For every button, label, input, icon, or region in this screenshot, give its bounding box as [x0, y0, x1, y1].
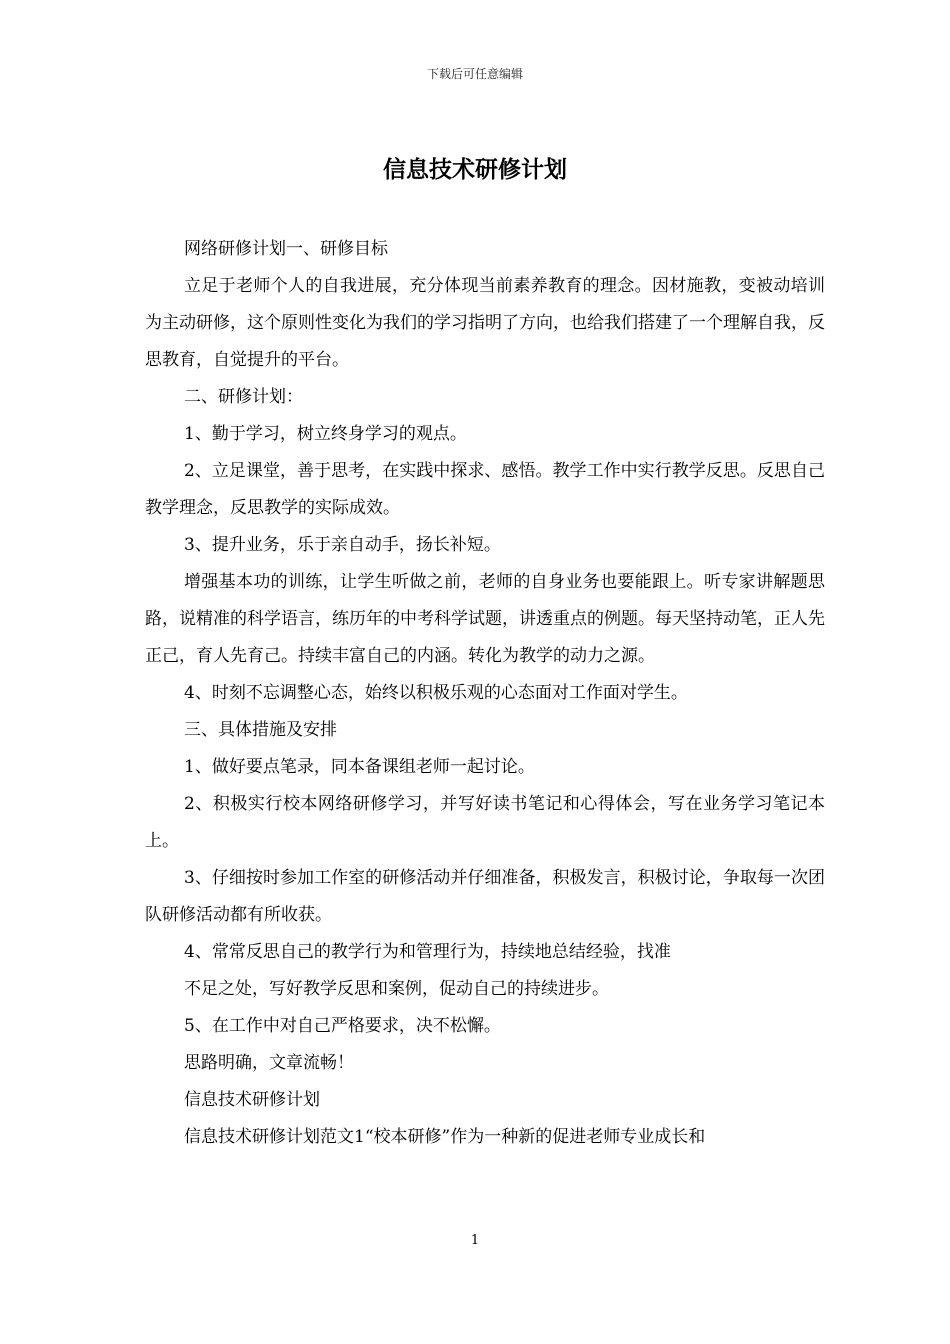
- document-title: 信息技术研修计划: [383, 157, 567, 183]
- paragraph: 增强基本功的训练，让学生听做之前，老师的自身业务也要能跟上。听专家讲解题思路，说精准的科学语言，练历年的中考科学试题，讲透重点的例题。每天坚持动笔，正人先正己，育人先育己。持续丰富自己的内涵。转化为教学的动力之源。: [145, 572, 825, 666]
- paragraph: 1、勤于学习，树立终身学习的观点。: [184, 424, 467, 444]
- paragraph: 二、研修计划：: [184, 387, 303, 407]
- paragraph: 3、提升业务，乐于亲自动手，扬长补短。: [184, 535, 501, 555]
- paragraph: 4、时刻不忘调整心态，始终以积极乐观的心态面对工作面对学生。: [184, 683, 688, 703]
- document-body: [145, 231, 825, 1156]
- paragraph: 立足于老师个人的自我进展，充分体现当前素养教育的理念。因材施教，变被动培训为主动研修，这个原则性变化为我们的学习指明了方向，也给我们搭建了一个理解自我，反思教育，自觉提升的平台。: [145, 276, 825, 370]
- paragraph: 2、立足课堂，善于思考，在实践中探求、感悟。教学工作中实行教学反思。反思自己教学理念，反思教学的实际成效。: [145, 461, 825, 518]
- paragraph: 网络研修计划一、研修目标: [184, 239, 388, 259]
- paragraph: 信息技术研修计划范文1“校本研修”作为一种新的促进老师专业成长和: [184, 1127, 706, 1147]
- paragraph: 2、积极实行校本网络研修学习，并写好读书笔记和心得体会，写在业务学习笔记本上。: [145, 794, 825, 851]
- page-header: 下载后可任意编辑: [426, 67, 523, 81]
- paragraph: 1、做好要点笔录，同本备课组老师一起讨论。: [184, 757, 535, 777]
- paragraph: 思路明确，文章流畅！: [184, 1053, 354, 1073]
- paragraph: 三、具体措施及安排: [184, 720, 337, 740]
- paragraph: 4、常常反思自己的教学行为和管理行为，持续地总结经验，找准: [184, 942, 671, 962]
- paragraph: 信息技术研修计划: [184, 1090, 320, 1110]
- paragraph: 3、仔细按时参加工作室的研修活动并仔细准备，积极发言，积极讨论，争取每一次团队研修活动都有所收获。: [145, 868, 825, 925]
- page-number: 1: [470, 1233, 480, 1248]
- paragraph: 5、在工作中对自己严格要求，决不松懈。: [184, 1016, 501, 1036]
- paragraph: 不足之处，写好教学反思和案例，促动自己的持续进步。: [184, 979, 609, 999]
